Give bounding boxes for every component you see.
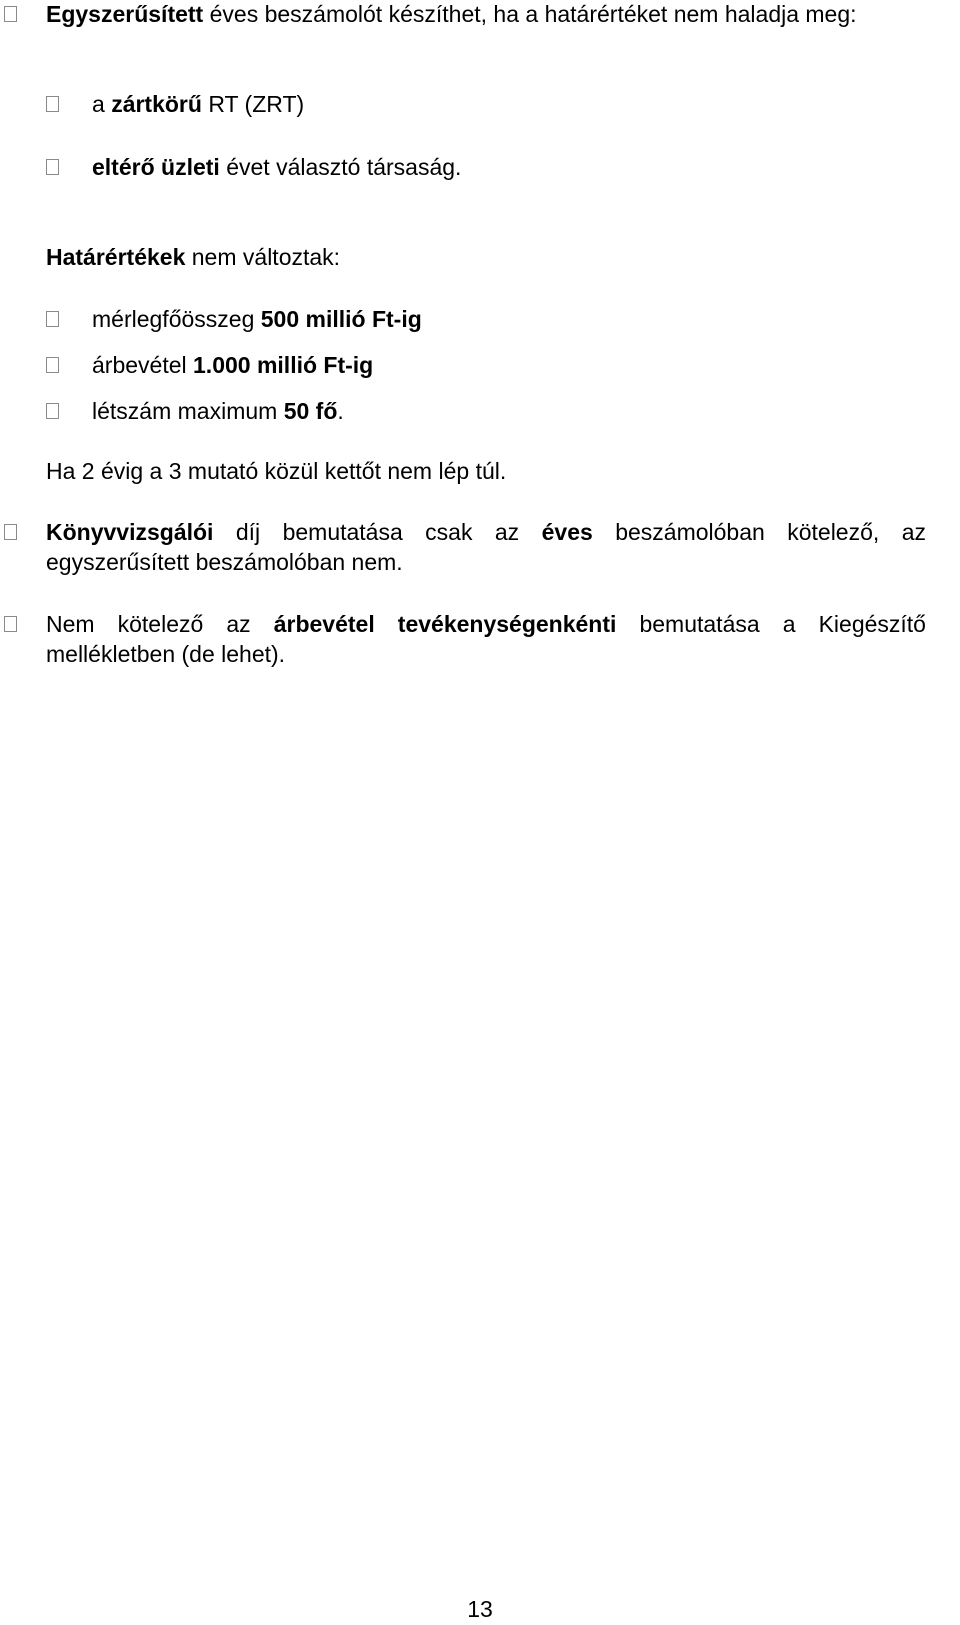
page-number: 13 <box>467 1596 493 1622</box>
term-simplified: Egyszerűsített <box>46 1 204 27</box>
paragraph-revenue-by-activity: Nem kötelező az árbevétel tevékenységenkénti bemutatása a Kiegészítő mellékletben (de lehet). <box>46 611 926 667</box>
bullet-icon <box>46 159 59 175</box>
bullet-icon <box>4 524 17 540</box>
list-item-business-year: eltérő üzleti évet választó társaság. <box>92 154 462 180</box>
list-item-balance-sheet-total: mérlegfőösszeg 500 millió Ft-ig <box>92 306 422 332</box>
paragraph-text: éves beszámolót készíthet, ha a határértéket nem haladja meg: <box>203 1 857 27</box>
bullet-icon <box>4 616 17 632</box>
bullet-icon <box>4 6 17 22</box>
bullet-icon <box>46 403 59 419</box>
paragraph-simplified-report <box>46 0 926 29</box>
bullet-icon <box>46 96 59 112</box>
paragraph-thresholds: Határértékek nem változtak: <box>46 244 341 270</box>
list-item-zrt: a zártkörű RT (ZRT) <box>92 91 305 117</box>
bullet-icon <box>46 357 59 373</box>
paragraph-auditor-fee: Könyvvizsgálói díj bemutatása csak az éves beszámolóban kötelező, az egyszerűsített beszámolóban nem. <box>46 519 926 575</box>
paragraph-two-years: Ha 2 évig a 3 mutató közül kettőt nem lép túl. <box>46 458 507 484</box>
bullet-icon <box>46 311 59 327</box>
list-item-revenue: árbevétel 1.000 millió Ft-ig <box>92 352 374 378</box>
list-item-headcount: létszám maximum 50 fő. <box>92 398 344 424</box>
